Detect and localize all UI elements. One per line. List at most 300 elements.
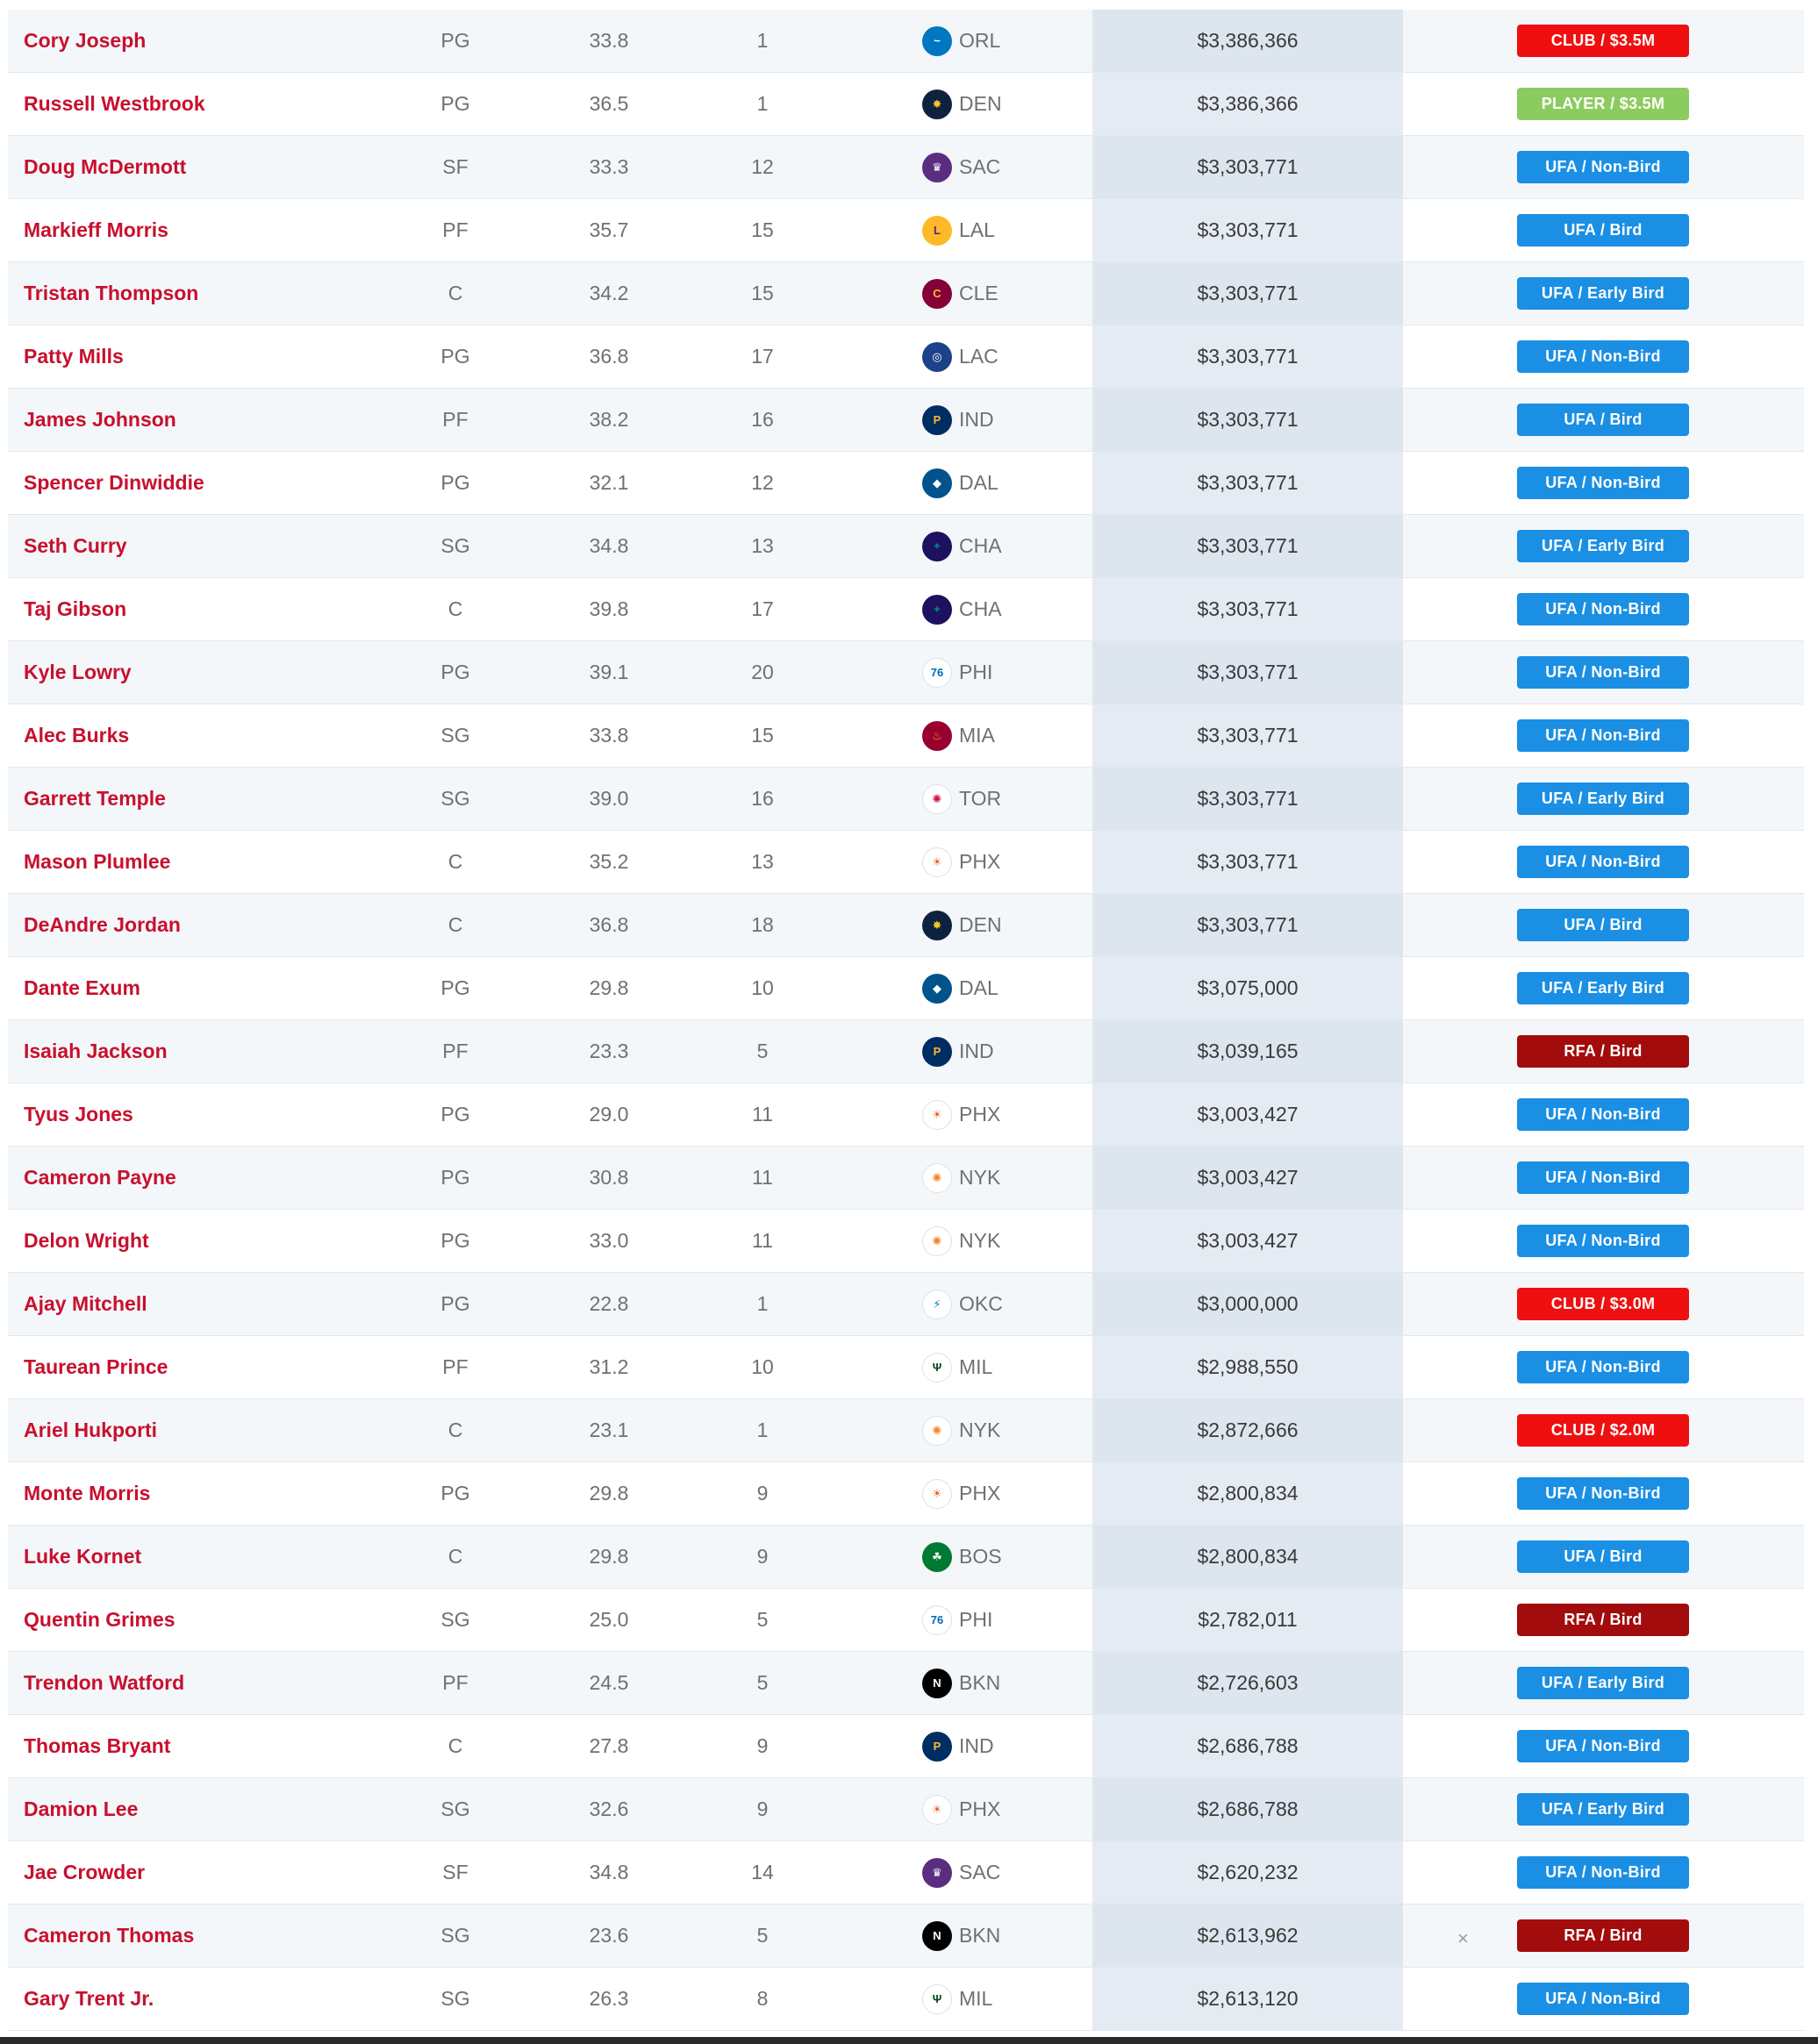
team-cell[interactable] — [922, 1020, 1098, 1083]
position-cell: PG — [440, 1292, 470, 1315]
age-cell: 33.0 — [589, 1229, 629, 1252]
team-cell[interactable] — [922, 1715, 1098, 1777]
position-cell: PG — [440, 471, 470, 494]
status-cell — [1517, 831, 1689, 893]
status-cell — [1517, 1210, 1689, 1272]
salary-cell: $3,303,771 — [1197, 661, 1299, 683]
team-abbreviation: DAL — [959, 471, 998, 494]
team-cell[interactable] — [922, 1399, 1098, 1462]
nuggets-logo-icon: ✸ — [922, 89, 952, 119]
table-row — [8, 1715, 1804, 1778]
status-badge: UFA / Bird — [1517, 909, 1689, 941]
team-abbreviation: SAC — [959, 1861, 1001, 1883]
position-cell: SF — [442, 155, 469, 178]
player-name-link[interactable]: Damion Lee — [24, 1797, 139, 1820]
position-cell: C — [447, 913, 463, 936]
age-cell: 24.5 — [589, 1671, 629, 1694]
suns-logo-icon: ☀ — [922, 1795, 952, 1825]
team-cell[interactable] — [922, 1526, 1098, 1588]
team-abbreviation: OKC — [959, 1292, 1003, 1315]
team-abbreviation: MIA — [959, 724, 995, 747]
team-abbreviation: BKN — [959, 1671, 1001, 1694]
player-name-link[interactable]: Kyle Lowry — [24, 661, 132, 683]
team-abbreviation: IND — [959, 408, 994, 431]
table-row — [8, 452, 1804, 515]
table-row — [8, 199, 1804, 262]
experience-cell: 13 — [751, 850, 774, 873]
age-cell: 35.7 — [589, 218, 629, 241]
status-badge: CLUB / $3.0M — [1517, 1288, 1689, 1320]
salary-cell: $3,003,427 — [1197, 1229, 1299, 1252]
position-cell: PG — [440, 976, 470, 999]
table-row — [8, 1273, 1804, 1336]
salary-cell: $2,620,232 — [1197, 1861, 1299, 1883]
age-cell: 32.6 — [589, 1797, 629, 1820]
team-cell[interactable] — [922, 1841, 1098, 1904]
player-name-link[interactable]: Seth Curry — [24, 534, 127, 557]
age-cell: 29.8 — [589, 1545, 629, 1568]
heat-logo-icon: ♨ — [922, 721, 952, 751]
status-badge: UFA / Non-Bird — [1517, 656, 1689, 689]
table-row — [8, 768, 1804, 831]
team-cell[interactable] — [922, 515, 1098, 577]
player-name-link[interactable]: Thomas Bryant — [24, 1734, 171, 1757]
team-cell[interactable] — [922, 136, 1098, 198]
team-abbreviation: NYK — [959, 1229, 1001, 1252]
salary-cell: $3,303,771 — [1197, 218, 1299, 241]
age-cell: 29.8 — [589, 976, 629, 999]
age-cell: 31.2 — [589, 1355, 629, 1378]
experience-cell: 5 — [756, 1924, 769, 1947]
status-badge: UFA / Non-Bird — [1517, 467, 1689, 499]
team-cell[interactable] — [922, 10, 1098, 72]
player-name-link[interactable]: Doug McDermott — [24, 155, 187, 178]
team-cell[interactable] — [922, 1083, 1098, 1146]
team-cell[interactable] — [922, 957, 1098, 1019]
position-cell: PG — [440, 92, 470, 115]
position-cell: C — [447, 1419, 463, 1441]
team-cell[interactable] — [922, 1905, 1098, 1967]
player-name-link[interactable]: Dante Exum — [24, 976, 140, 999]
age-cell: 34.8 — [589, 534, 629, 557]
player-name-link[interactable]: Russell Westbrook — [24, 92, 205, 115]
table-row — [8, 515, 1804, 578]
status-badge: UFA / Non-Bird — [1517, 593, 1689, 625]
table-row — [8, 73, 1804, 136]
status-badge: UFA / Non-Bird — [1517, 1351, 1689, 1383]
status-badge: RFA / Bird — [1517, 1604, 1689, 1636]
player-name-link[interactable]: Tristan Thompson — [24, 282, 199, 304]
position-cell: SG — [440, 1924, 470, 1947]
team-abbreviation: BOS — [959, 1545, 1002, 1568]
experience-cell: 12 — [751, 471, 774, 494]
status-cell — [1517, 136, 1689, 198]
status-cell — [1517, 578, 1689, 640]
team-abbreviation: LAC — [959, 345, 998, 368]
status-cell — [1517, 1020, 1689, 1083]
team-abbreviation: SAC — [959, 155, 1001, 178]
experience-cell: 17 — [751, 597, 774, 620]
player-name-link[interactable]: Cameron Thomas — [24, 1924, 195, 1947]
age-cell: 39.8 — [589, 597, 629, 620]
position-cell: C — [447, 1734, 463, 1757]
age-cell: 34.8 — [589, 1861, 629, 1883]
player-name-link[interactable]: Cory Joseph — [24, 29, 147, 52]
position-cell: SF — [442, 1861, 469, 1883]
position-cell: PG — [440, 345, 470, 368]
experience-cell: 17 — [751, 345, 774, 368]
team-abbreviation: DEN — [959, 92, 1002, 115]
pacers-logo-icon: P — [922, 405, 952, 435]
magic-logo-icon: ~ — [922, 26, 952, 56]
position-cell: PG — [440, 1103, 470, 1126]
player-name-link[interactable]: Monte Morris — [24, 1482, 151, 1504]
player-name-link[interactable]: Luke Kornet — [24, 1545, 142, 1568]
status-badge: UFA / Non-Bird — [1517, 340, 1689, 373]
table-row — [8, 1778, 1804, 1841]
age-cell: 32.1 — [589, 471, 629, 494]
status-badge: CLUB / $2.0M — [1517, 1414, 1689, 1447]
salary-cell: $3,303,771 — [1197, 345, 1299, 368]
team-abbreviation: TOR — [959, 787, 1002, 810]
salary-cell: $3,303,771 — [1197, 913, 1299, 936]
table-row — [8, 894, 1804, 957]
experience-cell: 9 — [756, 1482, 769, 1504]
team-abbreviation: DEN — [959, 913, 1002, 936]
nuggets-logo-icon: ✸ — [922, 911, 952, 940]
age-cell: 34.2 — [589, 282, 629, 304]
status-badge: UFA / Early Bird — [1517, 277, 1689, 310]
experience-cell: 10 — [751, 1355, 774, 1378]
experience-cell: 16 — [751, 408, 774, 431]
team-abbreviation: PHI — [959, 1608, 993, 1631]
team-abbreviation: NYK — [959, 1419, 1001, 1441]
age-cell: 39.1 — [589, 661, 629, 683]
status-cell — [1517, 10, 1689, 72]
team-cell[interactable] — [922, 452, 1098, 514]
status-cell — [1517, 515, 1689, 577]
status-badge: UFA / Non-Bird — [1517, 1161, 1689, 1194]
status-badge: UFA / Non-Bird — [1517, 1225, 1689, 1257]
clippers-logo-icon: ◎ — [922, 342, 952, 372]
table-row — [8, 1147, 1804, 1210]
table-row — [8, 262, 1804, 325]
position-cell: C — [447, 850, 463, 873]
status-cell — [1517, 957, 1689, 1019]
team-abbreviation: ORL — [959, 29, 1001, 52]
status-cell — [1517, 1147, 1689, 1209]
status-cell — [1517, 768, 1689, 830]
status-badge: UFA / Early Bird — [1517, 783, 1689, 815]
table-row — [8, 1905, 1804, 1968]
experience-cell: 14 — [751, 1861, 774, 1883]
cavaliers-logo-icon: C — [922, 279, 952, 309]
experience-cell: 9 — [756, 1797, 769, 1820]
salary-cell: $2,726,603 — [1197, 1671, 1299, 1694]
salary-cell: $3,003,427 — [1197, 1103, 1299, 1126]
table-row — [8, 1399, 1804, 1462]
team-abbreviation: NYK — [959, 1166, 1001, 1189]
status-badge: UFA / Bird — [1517, 1540, 1689, 1573]
salary-cell: $3,000,000 — [1197, 1292, 1299, 1315]
table-row — [8, 1589, 1804, 1652]
status-cell — [1517, 641, 1689, 704]
team-cell[interactable] — [922, 831, 1098, 893]
knicks-logo-icon: ✺ — [922, 1416, 952, 1446]
age-cell: 30.8 — [589, 1166, 629, 1189]
status-badge: UFA / Non-Bird — [1517, 719, 1689, 752]
knicks-logo-icon: ✺ — [922, 1226, 952, 1256]
team-abbreviation: PHI — [959, 661, 993, 683]
salary-cell: $3,303,771 — [1197, 282, 1299, 304]
experience-cell: 5 — [756, 1608, 769, 1631]
age-cell: 35.2 — [589, 850, 629, 873]
player-name-link[interactable]: Taurean Prince — [24, 1355, 168, 1378]
status-badge: UFA / Non-Bird — [1517, 1856, 1689, 1889]
team-cell[interactable] — [922, 1589, 1098, 1651]
table-row — [8, 1526, 1804, 1589]
player-name-link[interactable]: Ajay Mitchell — [24, 1292, 147, 1315]
team-cell[interactable] — [922, 1273, 1098, 1335]
table-row — [8, 1968, 1804, 2031]
age-cell: 26.3 — [589, 1987, 629, 2010]
pacers-logo-icon: P — [922, 1037, 952, 1067]
status-cell — [1517, 1652, 1689, 1714]
experience-cell: 11 — [752, 1166, 773, 1189]
salary-cell: $2,613,962 — [1197, 1924, 1299, 1947]
salary-cell: $3,039,165 — [1197, 1040, 1299, 1062]
team-cell[interactable] — [922, 894, 1098, 956]
status-badge: UFA / Non-Bird — [1517, 1477, 1689, 1510]
table-row — [8, 957, 1804, 1020]
celtics-logo-icon: ☘ — [922, 1542, 952, 1572]
player-name-link[interactable]: Delon Wright — [24, 1229, 149, 1252]
position-cell: PF — [442, 218, 469, 241]
team-abbreviation: PHX — [959, 1482, 1001, 1504]
status-cell — [1517, 704, 1689, 767]
table-row — [8, 136, 1804, 199]
bucks-logo-icon: Ψ — [922, 1353, 952, 1383]
table-row — [8, 704, 1804, 768]
position-cell: PG — [440, 1229, 470, 1252]
status-badge: UFA / Non-Bird — [1517, 1730, 1689, 1762]
table-row — [8, 1210, 1804, 1273]
team-cell[interactable] — [922, 262, 1098, 325]
player-name-link[interactable]: DeAndre Jordan — [24, 913, 181, 936]
remove-icon[interactable]: × — [1457, 1927, 1469, 1949]
salary-cell: $3,386,366 — [1197, 29, 1299, 52]
table-row — [8, 641, 1804, 704]
team-abbreviation: PHX — [959, 850, 1001, 873]
experience-cell: 12 — [751, 155, 774, 178]
position-cell: PF — [442, 1671, 469, 1694]
table-row — [8, 1652, 1804, 1715]
position-cell: SG — [440, 1987, 470, 2010]
salary-cell: $2,800,834 — [1197, 1545, 1299, 1568]
team-cell[interactable] — [922, 704, 1098, 767]
sixers-logo-icon: 76 — [922, 658, 952, 688]
team-cell[interactable] — [922, 389, 1098, 451]
age-cell: 33.3 — [589, 155, 629, 178]
salary-cell: $2,872,666 — [1197, 1419, 1299, 1441]
team-cell[interactable] — [922, 1462, 1098, 1525]
status-cell — [1517, 894, 1689, 956]
experience-cell: 15 — [751, 218, 774, 241]
experience-cell: 20 — [751, 661, 774, 683]
team-cell[interactable] — [922, 578, 1098, 640]
salary-cell: $3,303,771 — [1197, 787, 1299, 810]
team-cell[interactable] — [922, 1778, 1098, 1840]
status-badge: UFA / Non-Bird — [1517, 846, 1689, 878]
mavericks-logo-icon: ◆ — [922, 974, 952, 1004]
experience-cell: 8 — [756, 1987, 769, 2010]
team-cell[interactable] — [922, 1652, 1098, 1714]
player-name-link[interactable]: Alec Burks — [24, 724, 130, 747]
salary-cell: $2,782,011 — [1198, 1608, 1298, 1631]
team-cell[interactable] — [922, 325, 1098, 388]
age-cell: 23.3 — [589, 1040, 629, 1062]
table-row — [8, 578, 1804, 641]
age-cell: 36.8 — [589, 345, 629, 368]
player-name-link[interactable]: Trendon Watford — [24, 1671, 185, 1694]
salary-cell: $2,686,788 — [1197, 1797, 1299, 1820]
player-name-link[interactable]: Patty Mills — [24, 345, 124, 368]
kings-logo-icon: ♛ — [922, 1858, 952, 1888]
experience-cell: 9 — [756, 1545, 769, 1568]
team-abbreviation: IND — [959, 1040, 994, 1062]
salary-cell: $2,988,550 — [1197, 1355, 1299, 1378]
player-name-link[interactable]: James Johnson — [24, 408, 176, 431]
player-name-link[interactable]: Taj Gibson — [24, 597, 127, 620]
bottom-edge-bar — [0, 2037, 1818, 2044]
status-cell — [1517, 262, 1689, 325]
player-name-link[interactable]: Tyus Jones — [24, 1103, 133, 1126]
team-cell[interactable] — [922, 1968, 1098, 2030]
salary-cell: $3,386,366 — [1197, 92, 1299, 115]
team-cell[interactable] — [922, 1336, 1098, 1398]
raptors-logo-icon: ✺ — [922, 784, 952, 814]
position-cell: PG — [440, 661, 470, 683]
player-name-link[interactable]: Markieff Morris — [24, 218, 168, 241]
team-abbreviation: MIL — [959, 1355, 993, 1378]
table-row — [8, 1462, 1804, 1526]
sixers-logo-icon: 76 — [922, 1605, 952, 1635]
status-badge: UFA / Bird — [1517, 404, 1689, 436]
team-cell[interactable] — [922, 73, 1098, 135]
experience-cell: 15 — [751, 282, 774, 304]
experience-cell: 15 — [751, 724, 774, 747]
player-name-link[interactable]: Ariel Hukporti — [24, 1419, 158, 1441]
player-name-link[interactable]: Spencer Dinwiddie — [24, 471, 204, 494]
position-cell: SG — [440, 724, 470, 747]
nets-logo-icon: N — [922, 1669, 952, 1698]
player-name-link[interactable]: Isaiah Jackson — [24, 1040, 168, 1062]
table-row — [8, 831, 1804, 894]
status-badge: UFA / Non-Bird — [1517, 1098, 1689, 1131]
salary-cell: $2,800,834 — [1197, 1482, 1299, 1504]
suns-logo-icon: ☀ — [922, 847, 952, 877]
age-cell: 29.8 — [589, 1482, 629, 1504]
experience-cell: 5 — [756, 1040, 769, 1062]
status-cell — [1517, 1462, 1689, 1525]
team-abbreviation: LAL — [959, 218, 995, 241]
player-name-link[interactable]: Gary Trent Jr. — [24, 1987, 154, 2010]
team-cell[interactable] — [922, 641, 1098, 704]
status-badge: UFA / Early Bird — [1517, 972, 1689, 1004]
experience-cell: 1 — [756, 1292, 769, 1315]
player-name-link[interactable]: Quentin Grimes — [24, 1608, 175, 1631]
position-cell: PF — [442, 408, 469, 431]
player-name-link[interactable]: Jae Crowder — [24, 1861, 146, 1883]
player-name-link[interactable]: Mason Plumlee — [24, 850, 171, 873]
salary-cell: $3,303,771 — [1197, 408, 1299, 431]
age-cell: 36.5 — [589, 92, 629, 115]
team-abbreviation: CHA — [959, 534, 1002, 557]
status-badge: CLUB / $3.5M — [1517, 25, 1689, 57]
table-row — [8, 1841, 1804, 1905]
age-cell: 23.1 — [589, 1419, 629, 1441]
age-cell: 23.6 — [589, 1924, 629, 1947]
salary-cell: $3,303,771 — [1197, 155, 1299, 178]
status-cell — [1517, 1526, 1689, 1588]
position-cell: PF — [442, 1040, 469, 1062]
experience-cell: 1 — [756, 92, 769, 115]
status-badge: UFA / Bird — [1517, 214, 1689, 247]
position-cell: SG — [440, 1608, 470, 1631]
salary-cell: $2,686,788 — [1197, 1734, 1299, 1757]
age-cell: 33.8 — [589, 724, 629, 747]
position-cell: C — [447, 1545, 463, 1568]
team-abbreviation: PHX — [959, 1103, 1001, 1126]
status-badge: UFA / Non-Bird — [1517, 1983, 1689, 2015]
knicks-logo-icon: ✺ — [922, 1163, 952, 1193]
age-cell: 29.0 — [589, 1103, 629, 1126]
team-cell[interactable] — [922, 1210, 1098, 1272]
kings-logo-icon: ♛ — [922, 153, 952, 182]
experience-cell: 11 — [752, 1103, 773, 1126]
status-cell — [1517, 1841, 1689, 1904]
age-cell: 36.8 — [589, 913, 629, 936]
pacers-logo-icon: P — [922, 1732, 952, 1762]
hornets-logo-icon: ✦ — [922, 595, 952, 625]
salary-cell: $3,003,427 — [1197, 1166, 1299, 1189]
team-cell[interactable] — [922, 1147, 1098, 1209]
bucks-logo-icon: Ψ — [922, 1984, 952, 2014]
experience-cell: 1 — [756, 1419, 769, 1441]
status-cell — [1517, 73, 1689, 135]
salary-cell: $3,075,000 — [1197, 976, 1299, 999]
team-cell[interactable] — [922, 199, 1098, 261]
suns-logo-icon: ☀ — [922, 1479, 952, 1509]
team-abbreviation: MIL — [959, 1987, 993, 2010]
team-cell[interactable] — [922, 768, 1098, 830]
experience-cell: 16 — [751, 787, 774, 810]
status-badge: UFA / Early Bird — [1517, 530, 1689, 562]
player-name-link[interactable]: Cameron Payne — [24, 1166, 176, 1189]
status-cell — [1517, 1273, 1689, 1335]
position-cell: SG — [440, 534, 470, 557]
team-abbreviation: PHX — [959, 1797, 1001, 1820]
table-row — [8, 325, 1804, 389]
salary-cell: $3,303,771 — [1197, 471, 1299, 494]
table-row — [8, 1083, 1804, 1147]
position-cell: C — [447, 597, 463, 620]
player-name-link[interactable]: Garrett Temple — [24, 787, 166, 810]
position-cell: PF — [442, 1355, 469, 1378]
status-badge: UFA / Early Bird — [1517, 1667, 1689, 1699]
salary-cell: $3,303,771 — [1197, 724, 1299, 747]
suns-logo-icon: ☀ — [922, 1100, 952, 1130]
